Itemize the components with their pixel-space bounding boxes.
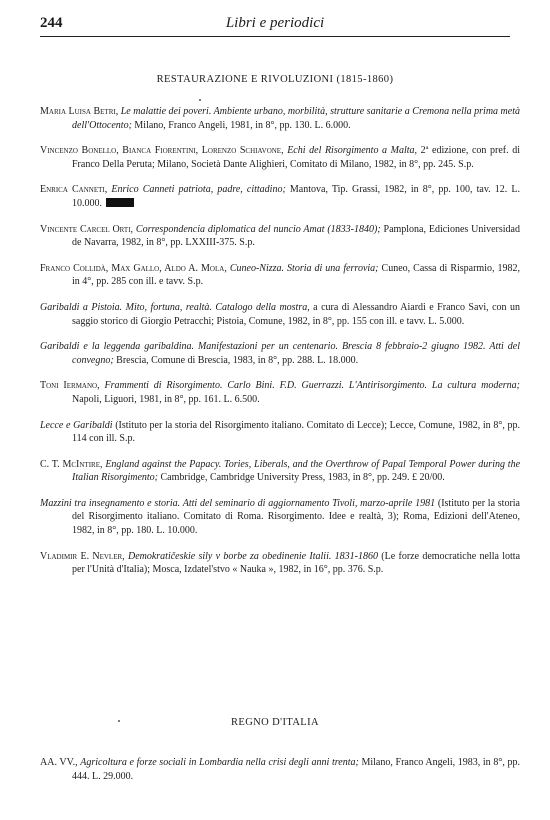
entry-separator: ,: [130, 223, 136, 235]
entry-title: Echi del Risorgimento a Malta,: [287, 145, 418, 157]
bibliography-entry: [40, 105, 520, 132]
bibliography-list: [40, 756, 520, 783]
entry-details: Cambridge, Cambridge University Press, 1983, in 8°, pp. 249. £ 20/00.: [158, 472, 445, 484]
section-heading-restaurazione: RESTAURAZIONE E RIVOLUZIONI (1815-1860): [156, 74, 394, 85]
entry-title: Frammenti di Risorgimento. Carlo Bini. F.D. Guerrazzi. L'Antirisorgimento. La cultura moderna;: [104, 380, 520, 392]
entry-author: Franco Collidà, Max Gallo, Aldo A. Mola: [40, 262, 225, 274]
bibliography-entry: [40, 458, 520, 485]
print-speck: [199, 99, 201, 101]
redaction-mark: [106, 198, 134, 207]
entry-details: Napoli, Liguori, 1981, in 8°, pp. 161. L. 6.500.: [72, 393, 260, 405]
entry-details: (Istituto per la storia del Risorgimento italiano. Comitato di Roma. Risorgimento. Idee e realtà, 3); Roma, Edizioni dell'Ateneo, 1982, in 8°, pp. 180. L. 10.000.: [72, 497, 520, 537]
entry-details: (Le forze democratiche nella lotta per l'Unità d'Italia); Mosca, Izdatel'stvo « Nauka », 1982, in 16°, pp. 376. S.p.: [72, 550, 521, 576]
bibliography-entry: [40, 183, 520, 210]
bibliography-entry: [40, 379, 520, 406]
bibliography-entry: [40, 223, 520, 250]
entry-title: Le malattie dei poveri. Ambiente urbano, morbilità, strutture sanitarie a Cremona nella prima metà dell'Ottocento;: [72, 106, 520, 131]
bibliography-entry: [40, 419, 520, 446]
entry-details: Milano, Franco Angeli, 1983, in 8°, pp. 444. L. 29.000.: [72, 757, 520, 782]
section-heading-regno-italia: REGNO D'ITALIA: [230, 717, 319, 728]
entry-title: Demokratičeskie sily v borbe za obedinenie Italii. 1831-1860: [127, 550, 378, 562]
entry-separator: ,: [122, 550, 128, 562]
running-title: Libri e periodici: [225, 15, 325, 31]
bibliography-entry: [40, 144, 520, 171]
bibliography-entry: [40, 301, 520, 328]
entry-separator: ,: [281, 145, 288, 157]
page-header: [40, 14, 510, 37]
entry-details: Mantova, Tip. Grassi, 1982, in 8°, pp. 100, tav. 12. L. 10.000.: [72, 184, 521, 209]
entry-title: Correspondencia diplomatica del nuncio Amat (1833-1840);: [135, 223, 381, 235]
entry-title: Lecce e Garibaldi: [40, 419, 113, 431]
entry-author: AA. VV.: [40, 757, 76, 768]
entry-details: Cuneo, Cassa di Risparmio, 1982, in 4°, pp. 285 con ill. e tavv. S.p.: [72, 262, 521, 288]
entry-author: Vincente Carcel Orti: [40, 223, 131, 235]
entry-author: Maria Luisa Betri: [40, 106, 116, 117]
entry-details: a cura di Alessandro Aiardi e Franco Savi, con un saggio storico di Giorgio Petracchi; Pistoia, Comune, 1982, in 8°, pp. 155 con ill. e tavv. L. 5.000.: [72, 301, 521, 327]
entry-author: C. T. McIntire: [40, 458, 100, 470]
entry-title: Garibaldi e la leggenda garibaldina. Manifestazioni per un centenario. Brescia 8 febbraio-2 giugno 1982. Atti del convegno;: [40, 341, 520, 366]
bibliography-entry: [40, 340, 520, 367]
bibliography-entry: [40, 497, 520, 538]
entry-details: 2ª edizione, con pref. di Franco Della Peruta; Milano, Società Dante Alighieri, Comitato di Milano, 1982, in 8°, pp. 245. S.p.: [72, 145, 521, 170]
entry-author: Vladimir E. Nevler: [40, 550, 123, 562]
entry-details: (Istituto per la storia del Risorgimento italiano. Comitato di Lecce); Lecce, Comune, 1982, in 8°, pp. 114 con ill. S.p.: [72, 419, 520, 445]
bibliography-entry: [40, 756, 520, 783]
entry-title: Cuneo-Nizza. Storia di una ferrovia;: [229, 262, 379, 274]
entry-title: Garibaldi a Pistoia. Mito, fortuna, realtà. Catalogo della mostra,: [40, 301, 310, 313]
entry-title: England against the Papacy. Tories, Liberals, and the Overthrow of Papal Temporal Power during the Italian Risorgimento;: [72, 458, 521, 484]
entry-separator: ,: [104, 184, 112, 196]
entry-separator: ,: [97, 380, 105, 392]
entry-separator: ,: [99, 458, 106, 470]
entry-separator: ,: [115, 106, 121, 117]
entry-separator: ,: [75, 757, 81, 768]
entry-title: Agricoltura e forze sociali in Lombardia nella crisi degli anni trenta;: [80, 757, 359, 768]
entry-details: Brescia, Comune di Brescia, 1983, in 8°, pp. 288. L. 18.000.: [113, 354, 359, 366]
entry-author: Toni Iermano: [40, 380, 98, 392]
page-number: 244: [40, 15, 63, 31]
entry-details: Milano, Franco Angeli, 1981, in 8°, pp. 130. L. 6.000.: [131, 119, 351, 131]
entry-details: Pamplona, Ediciones Universidad de Navarra, 1982, in 8°, pp. LXXIII-375. S.p.: [72, 223, 520, 249]
bibliography-entry: [40, 262, 520, 289]
bibliography-list: [40, 105, 520, 577]
entry-author: Enrica Canneti: [40, 184, 105, 196]
entry-title: Enrico Canneti patriota, padre, cittadino;: [111, 184, 286, 196]
bibliography-entry: [40, 550, 520, 577]
entry-author: Vincenzo Bonello, Bianca Fiorentini, Lorenzo Schiavone: [40, 145, 282, 157]
entry-title: Mazzini tra insegnamento e storia. Atti del seminario di aggiornamento Tivoli, marzo-aprile 1981: [40, 497, 436, 509]
entry-separator: ,: [224, 262, 230, 274]
